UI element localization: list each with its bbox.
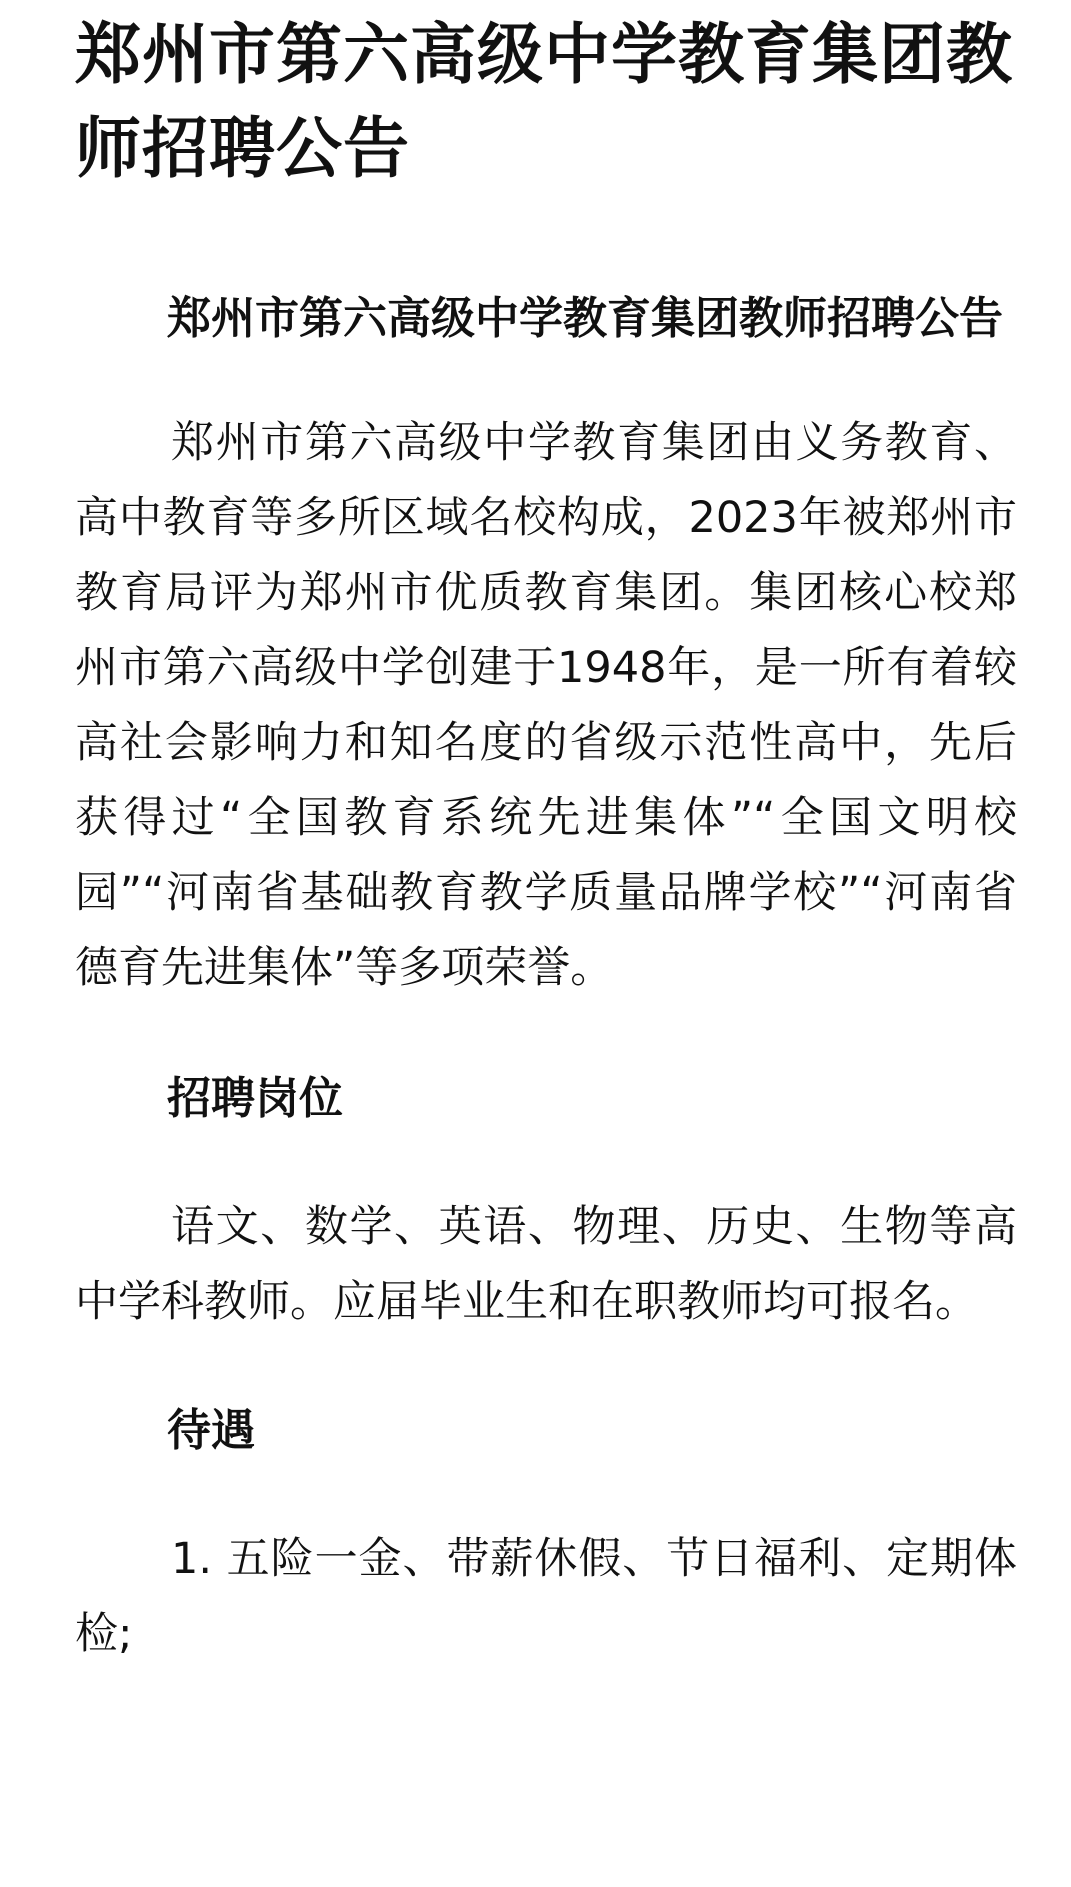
article-subtitle: 郑州市第六高级中学教育集团教师招聘公告 <box>167 293 1003 344</box>
positions-paragraph: 语文、数学、英语、物理、历史、生物等高中学科教师。应届毕业生和在职教师均可报名。 <box>75 1202 1017 1327</box>
article <box>75 0 1017 1672</box>
positions-heading: 招聘岗位 <box>167 1073 343 1124</box>
intro-paragraph: 郑州市第六高级中学教育集团由义务教育、高中教育等多所区域名校构成，2023年被郑州市教育局评为郑州市优质教育集团。集团核心校郑州市第六高级中学创建于1948年，是一所有着较高社会影响力和知名度的省级示范性高中，先后获得过“全国教育系统先进集体”“全国文明校园”“河南省基础教育教学质量品牌学校”“河南省德育先进集体”等多项荣誉。 <box>75 418 1017 993</box>
benefit-item-1: 1. 五险一金、带薪休假、节日福利、定期体检; <box>75 1534 1017 1659</box>
benefits-heading: 待遇 <box>167 1405 255 1456</box>
article-title: 郑州市第六高级中学教育集团教师招聘公告 <box>75 16 1013 187</box>
